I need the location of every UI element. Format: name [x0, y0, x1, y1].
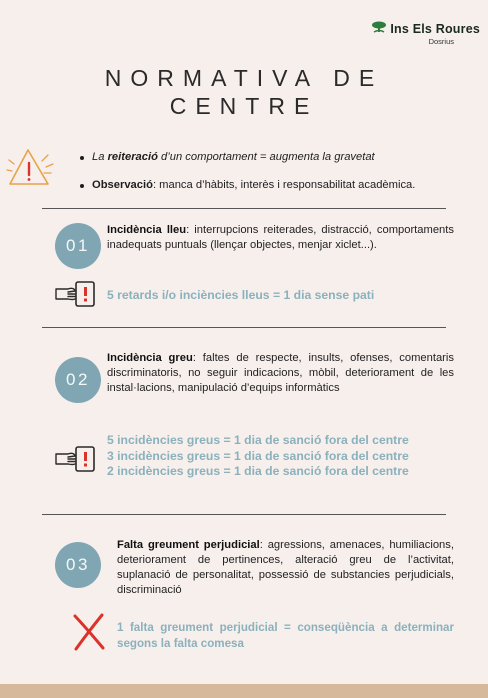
- logo-name: Ins Els Roures: [390, 22, 480, 36]
- sanction-rule: 3 incidències greus = 1 dia de sanció fora del centre: [107, 448, 409, 463]
- warning-sign-icon: [6, 136, 62, 197]
- sanction-rules: [107, 288, 374, 304]
- footer-bar: [0, 684, 488, 698]
- bullet-reiteracio: La reiteració d’un comportament = augmenta la gravetat: [80, 150, 480, 165]
- section-number-badge: 02: [55, 357, 101, 403]
- section-description: Incidència lleu: interrupcions reiterades, distracció, comportaments inadequats puntuals (llençar objectes, menjar xiclet...).: [107, 224, 454, 251]
- intro-bullets: [80, 150, 480, 206]
- red-x-icon: [72, 613, 106, 656]
- bullet-observacio: Observació: manca d’hàbits, interès i responsabilitat acadèmica.: [80, 178, 480, 193]
- sanction-rule: 5 retards i/o inciències lleus = 1 dia sense pati: [107, 288, 375, 302]
- pointing-hand-icon: [54, 281, 98, 312]
- title-line-1: NORMATIVA DE: [104, 65, 384, 91]
- section-description: Falta greument perjudicial: agressions, amenaces, humiliacions, deteriorament de pertinences, alteració greu de l’activitat, suplanació de personalitat, possessió de substancies perjudicials, discriminació: [117, 539, 454, 596]
- divider: [42, 327, 446, 328]
- divider: [42, 514, 446, 515]
- logo-subtitle: Dosrius: [428, 37, 454, 46]
- page-title: [0, 64, 488, 120]
- title-line-2: CENTRE: [169, 93, 319, 119]
- pointing-hand-icon: [54, 446, 98, 477]
- tree-logo-icon: [371, 20, 387, 38]
- section-description: Incidència greu: faltes de respecte, insults, ofenses, comentaris discriminatoris, no seguir indicacions, mòbil, deteriorament de les instal·lacions, manipulació d’equips informàtics: [107, 352, 454, 394]
- sanction-rule: 2 incidències greus = 1 dia de sanció fora del centre: [107, 464, 409, 478]
- school-logo: [371, 20, 480, 46]
- sanction-rules: [107, 433, 409, 480]
- divider: [42, 208, 446, 209]
- section-number-badge: 01: [55, 223, 101, 269]
- sanction-rule: 1 falta greument perjudicial = conseqüència a determinar segons la falta comesa: [117, 621, 454, 650]
- section-number-badge: 03: [55, 542, 101, 588]
- sanction-rule: 5 incidències greus = 1 dia de sanció fora del centre: [107, 433, 409, 447]
